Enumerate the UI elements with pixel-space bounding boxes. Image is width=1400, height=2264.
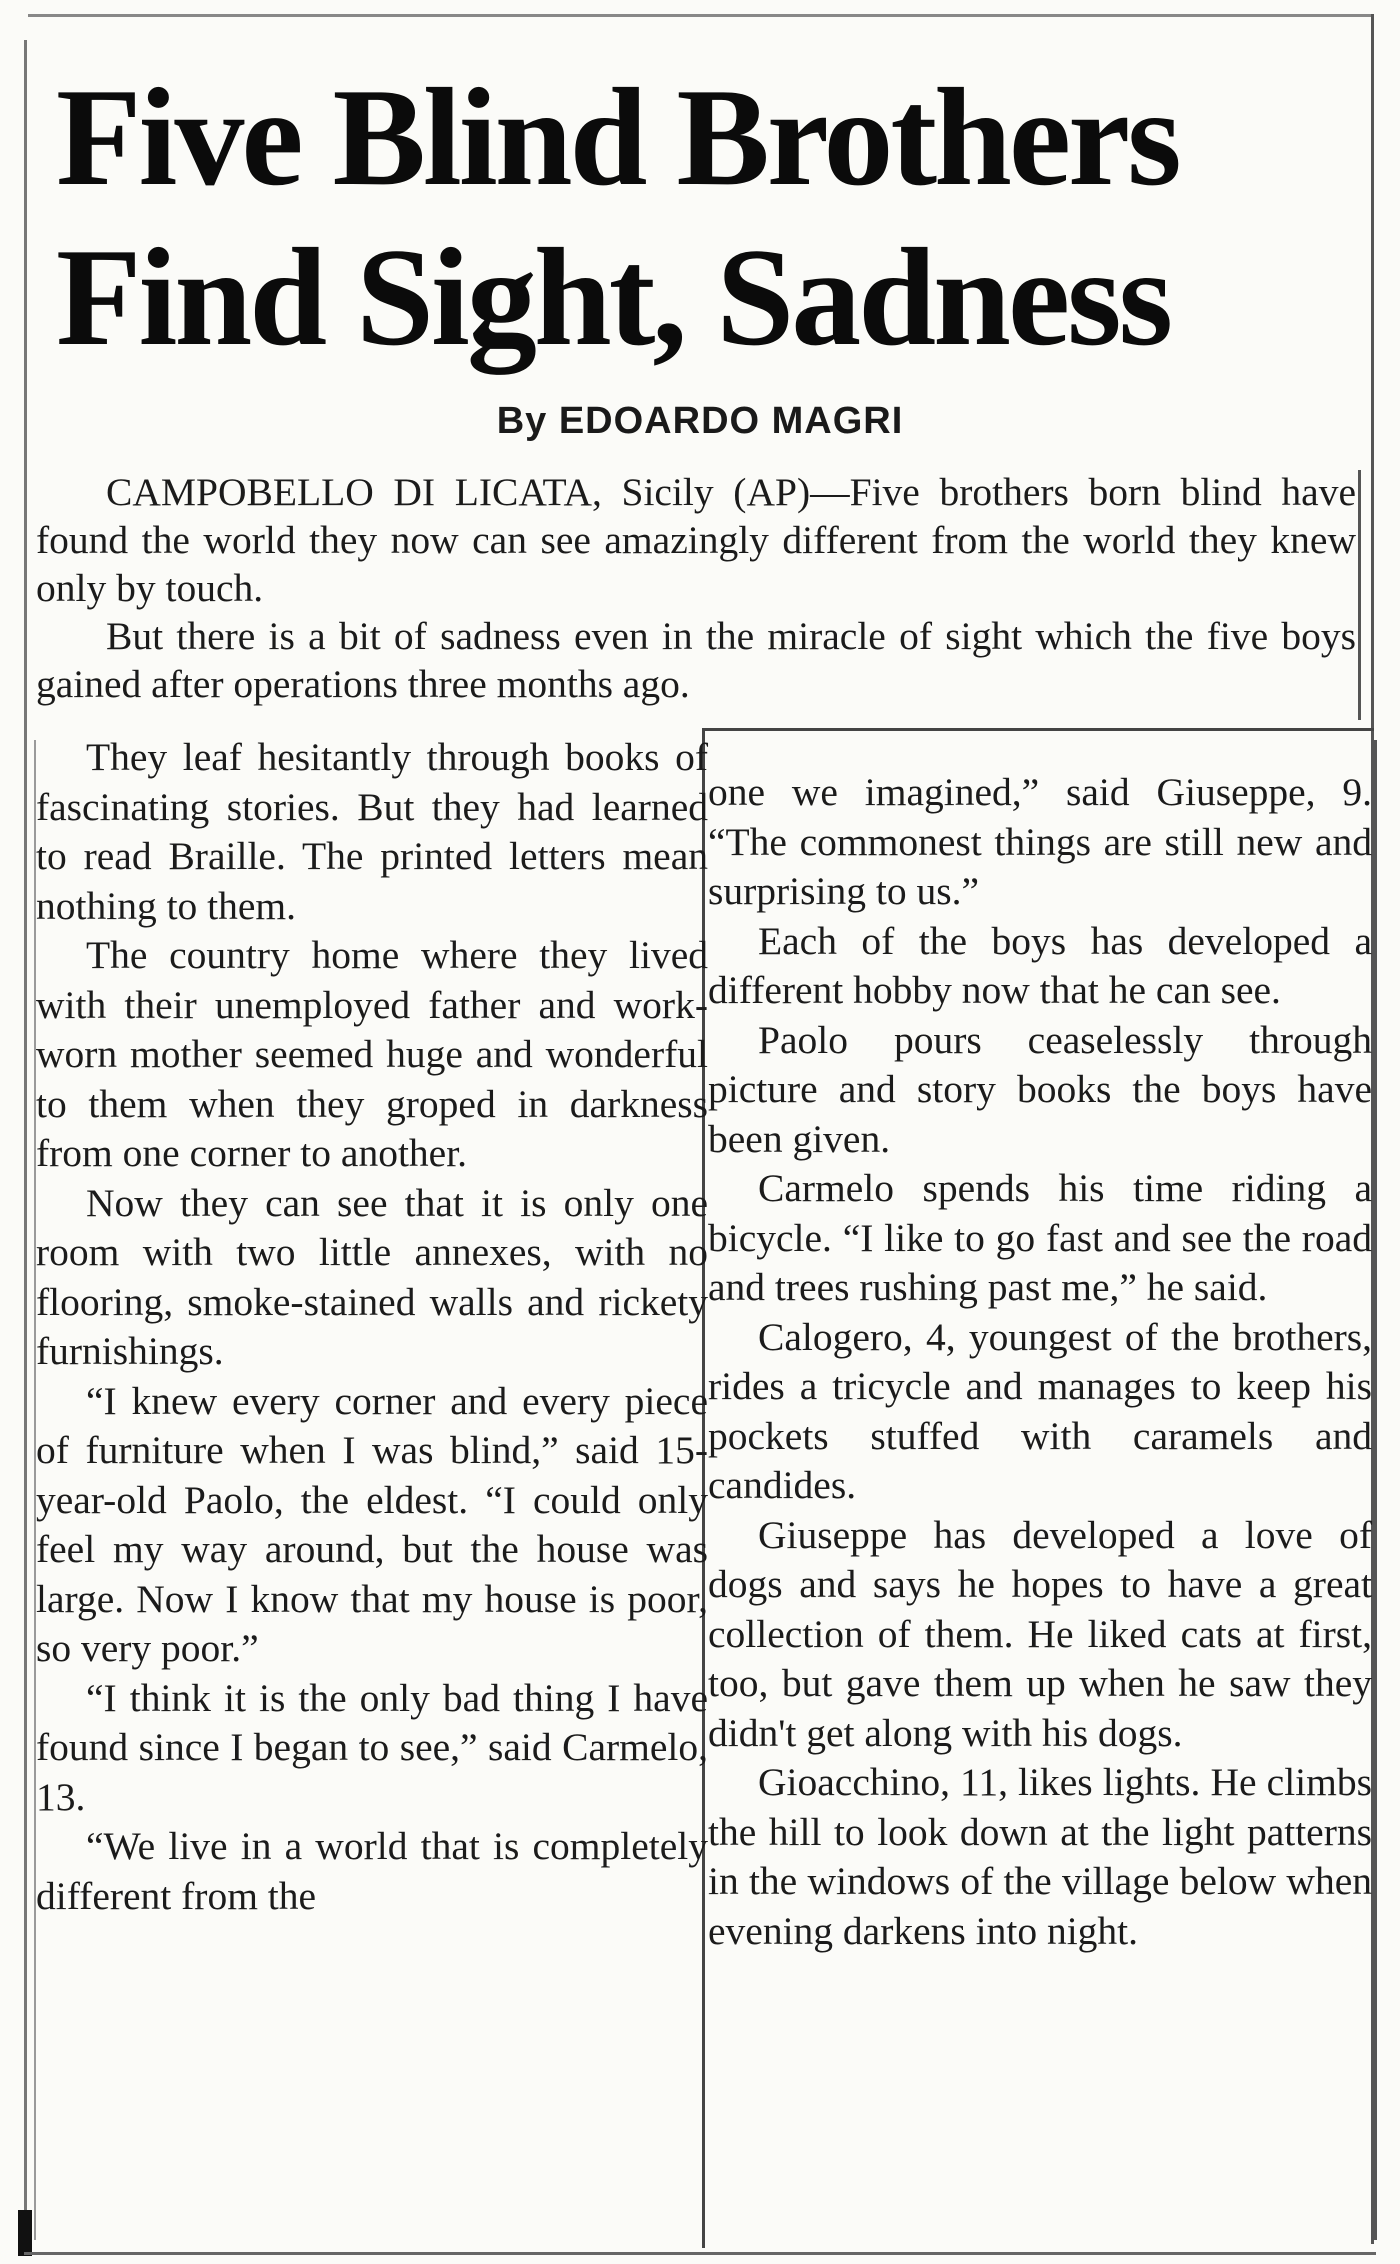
right-column-rule	[1374, 740, 1377, 2240]
body-paragraph: Each of the boys has developed a different hobby now that he can see.	[708, 918, 1372, 1012]
body-paragraph: Giuseppe has developed a love of dogs and says he hopes to have a great collection of them. He liked cats at first, too, but gave them up when he saw they didn't get along with his dogs.	[708, 1512, 1372, 1755]
body-paragraph: “I think it is the only bad thing I have found since I began to see,” said Carmelo, 13.	[36, 1675, 708, 1819]
body-paragraph: “I knew every corner and every piece of furniture when I was blind,” said 15-year-old Paolo, the eldest. “I could only feel my way around, but the house was large. Now I know that my house is poor, so very poor.”	[36, 1378, 708, 1670]
right-column	[708, 768, 1372, 1956]
left-border-rule	[24, 40, 27, 2220]
body-paragraph: Now they can see that it is only one room with two little annexes, with no flooring, smoke-stained walls and rickety furnishings.	[36, 1180, 708, 1373]
body-paragraph: Gioacchino, 11, likes lights. He climbs the hill to look down at the light patterns in the windows of the village below when evening darkens into night.	[708, 1760, 1372, 1953]
body-paragraph: They leaf hesitantly through books of fascinating stories. But they had learned to read Braille. The printed letters mean nothing to them.	[36, 735, 708, 928]
corner-crop-mark	[18, 2210, 32, 2256]
body-paragraph-continued: one we imagined,” said Giuseppe, 9. “The commonest things are still new and surprising to us.”	[708, 770, 1372, 913]
lead-paragraph: But there is a bit of sadness even in the miracle of sight which the five boys gained after operations three months ago.	[36, 614, 1356, 706]
left-column	[36, 733, 708, 1921]
lead-right-rule	[1358, 470, 1361, 720]
body-paragraph: “We live in a world that is completely different from the	[36, 1824, 708, 1918]
body-paragraph: Calogero, 4, youngest of the brothers, rides a tricycle and manages to keep his pockets stuffed with caramels and candides.	[708, 1314, 1372, 1507]
headline-line-2: Find Sight, Sadness	[56, 220, 1171, 375]
body-paragraph: Carmelo spends his time riding a bicycle. “I like to go fast and see the road and trees rushing past me,” he said.	[708, 1166, 1372, 1309]
headline-line-1: Five Blind Brothers	[56, 60, 1179, 215]
body-paragraph: Paolo pours ceaselessly through picture and story books the boys have been given.	[708, 1017, 1372, 1161]
bottom-border-rule	[24, 2252, 1376, 2255]
byline: By EDOARDO MAGRI	[496, 400, 904, 442]
body-paragraph: The country home where they lived with their unemployed father and work-worn mother seemed huge and wonderful to them when they groped in darkness from one corner to another.	[36, 933, 708, 1175]
lead-section	[36, 468, 1356, 708]
column-top-rule	[704, 728, 1374, 731]
headline	[56, 58, 1276, 378]
top-border-rule	[28, 14, 1372, 17]
lead-paragraph: CAMPOBELLO DI LICATA, Sicily (AP)—Five brothers born blind have found the world they now can see amazingly different from the world they knew only by touch.	[36, 470, 1356, 610]
